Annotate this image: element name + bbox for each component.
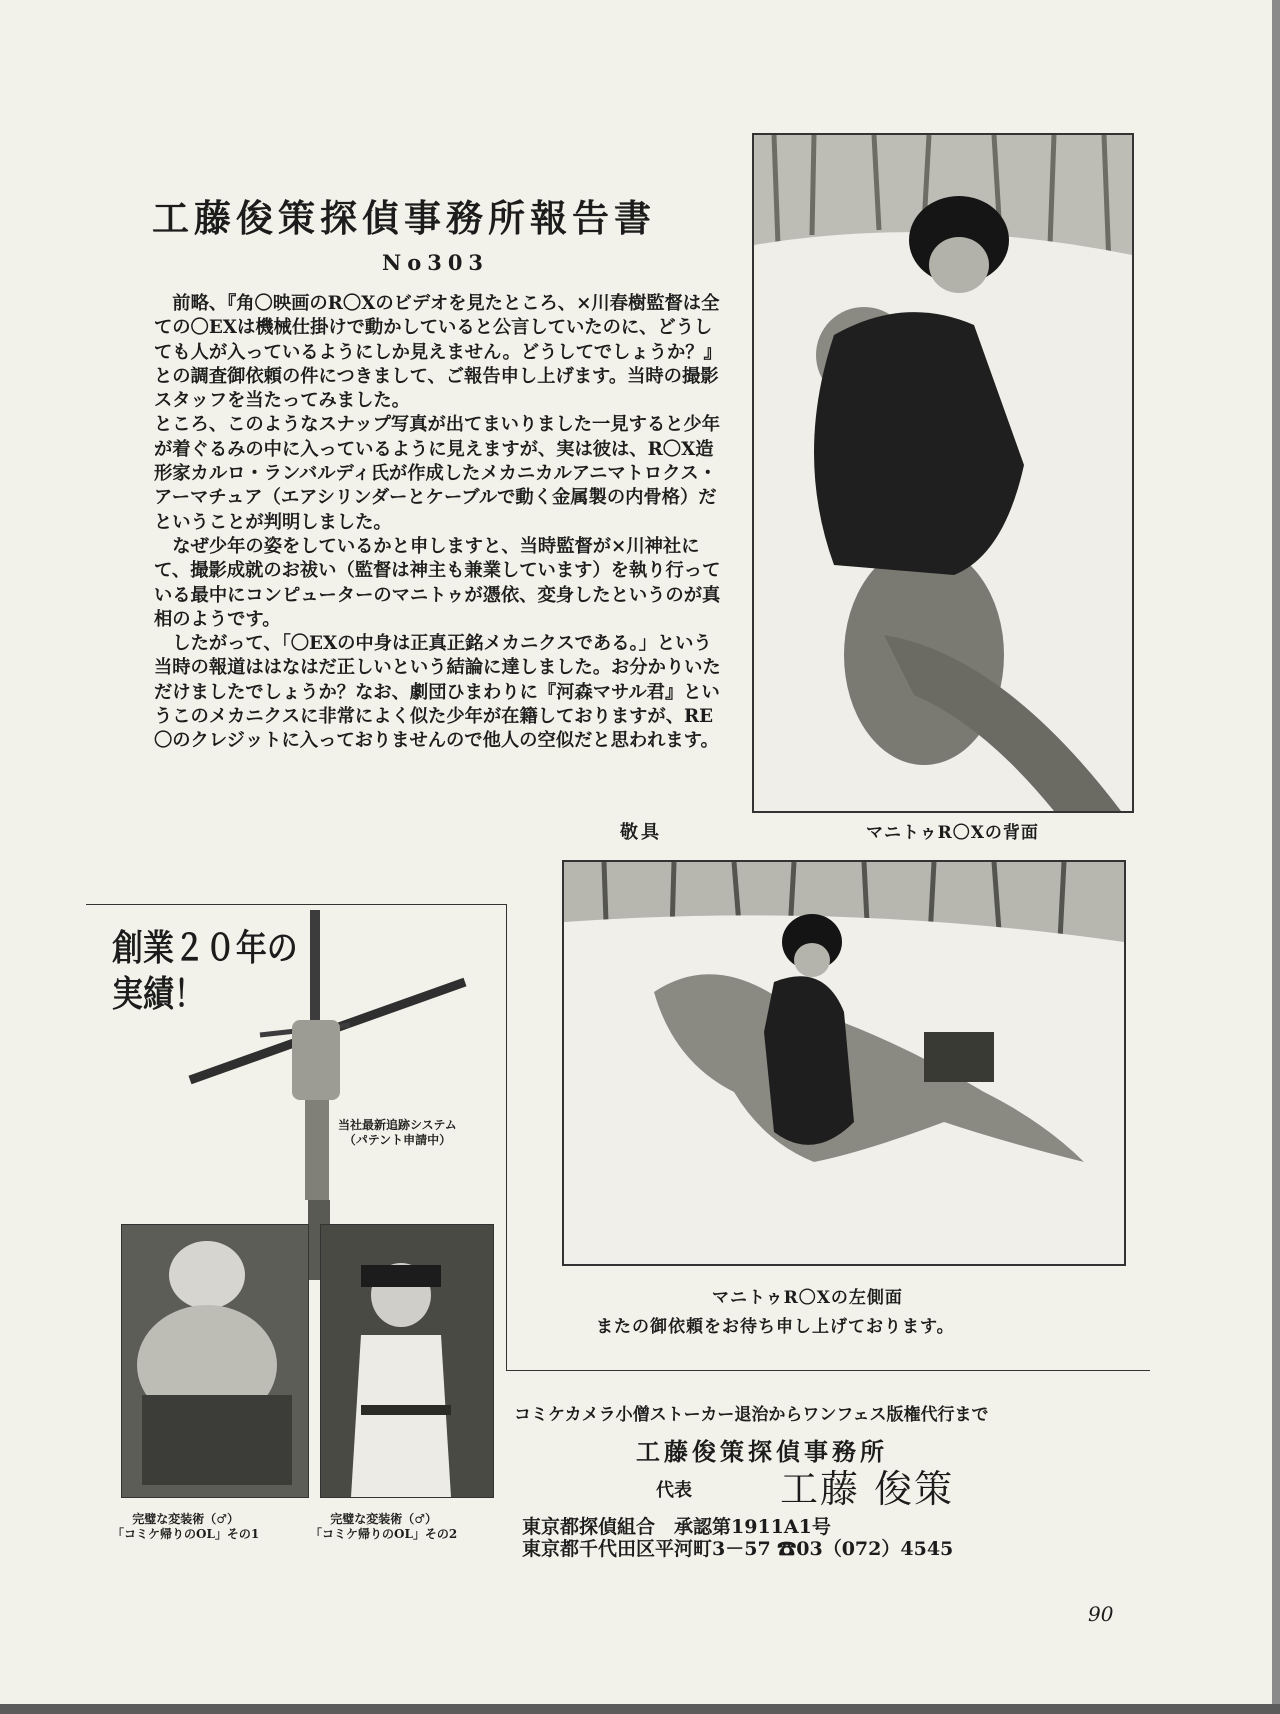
disguise-caption-line: 「コミケ帰りのOL」その2	[310, 1527, 458, 1541]
company-name: 工藤俊策探偵事務所	[636, 1437, 888, 1466]
rep-label: 代表	[656, 1480, 692, 1501]
snow-forest-back-illustration	[754, 135, 1132, 811]
disguise-caption-2	[310, 1512, 457, 1542]
ad-right-rule	[506, 904, 507, 1370]
report-paragraph: ところ、このようなスナップ写真が出てまいりました一見すると少年が着ぐるみの中に入っているように見えますが、実は彼は、R〇X造形家カルロ・ランバルディ氏が作成したメカニカルアニマトロクス・アーマチュア（エアシリンダーとケーブルで動く金属製の内骨格）だということが判明しました。	[154, 414, 720, 533]
disguise-caption-line: 完璧な変装術（♂）	[132, 1512, 239, 1526]
company-address: 東京都千代田区平河町3－57 ☎03（072）4545	[522, 1538, 954, 1560]
company-license: 東京都探偵組合 承認第1911A1号	[522, 1516, 831, 1538]
system-caption-line: （パテント申請中）	[343, 1133, 452, 1147]
disguise-1-illustration	[122, 1225, 308, 1497]
photo-rox-side	[562, 860, 1126, 1266]
photo-disguise-2	[320, 1224, 494, 1498]
company-tagline: コミケカメラ小僧ストーカー退治からワンフェス版権代行まで	[514, 1405, 989, 1425]
snow-forest-side-illustration	[564, 862, 1124, 1264]
disguise-caption-line: 「コミケ帰りのOL」その1	[112, 1527, 260, 1541]
report-paragraph: したがって、「〇EXの中身は正真正銘メカニクスである。」という当時の報道ははなはだ正しいという結論に達しました。お分かりいただけましたでしょうか？なお、劇団ひまわりに『河森マサル君』というこのメカニクスに非常によく似た少年が在籍しておりますが、RE〇のクレジットに入っておりませんので他人の空似だと思われます。	[154, 633, 721, 752]
request-line: またの御依頼をお待ち申し上げております。	[596, 1317, 955, 1337]
system-caption	[338, 1118, 457, 1148]
report-paragraph: 前略、『角〇映画のR〇Xのビデオを見たところ、×川春樹監督は全ての〇EXは機械仕掛けで動かしていると公言していたのに、どうしても人が入っているようにしか見えません。どうしてでしょうか？』との調査御依頼の件につきまして、ご報告申し上げます。当時の撮影スタッフを当たってみました。	[154, 293, 722, 412]
ad-headline: 創業２０年の 実績！	[112, 928, 298, 1015]
page-edge-right	[1272, 0, 1280, 1714]
report-number: No303	[382, 250, 490, 275]
photo-disguise-1	[121, 1224, 309, 1498]
page-edge-bottom	[0, 1704, 1280, 1714]
page-number: 90	[1088, 1602, 1114, 1626]
photo-rox-back	[752, 133, 1134, 813]
disguise-caption-line: 完璧な変装術（♂）	[330, 1512, 437, 1526]
photo-side-caption: マニトゥR〇Xの左側面	[712, 1288, 903, 1308]
disguise-2-illustration	[321, 1225, 493, 1497]
report-title: 工藤俊策探偵事務所報告書	[152, 197, 656, 240]
photo-back-caption: マニトゥR〇Xの背面	[866, 823, 1039, 843]
system-caption-line: 当社最新追跡システム	[338, 1118, 457, 1132]
report-paragraph: なぜ少年の姿をしているかと申しますと、当時監督が×川神社にて、撮影成就のお祓い（監督は神主も兼業しています）を執り行っている最中にコンピューターのマニトゥが憑依、変身したというのが真相のようです。	[154, 535, 721, 630]
disguise-caption-1	[112, 1512, 259, 1542]
report-body	[154, 292, 726, 754]
rep-name: 工藤 俊策	[780, 1467, 955, 1511]
ad-top-rule	[86, 904, 506, 905]
ad-bottom-rule	[506, 1370, 1150, 1371]
closing-text: 敬具	[620, 822, 662, 843]
